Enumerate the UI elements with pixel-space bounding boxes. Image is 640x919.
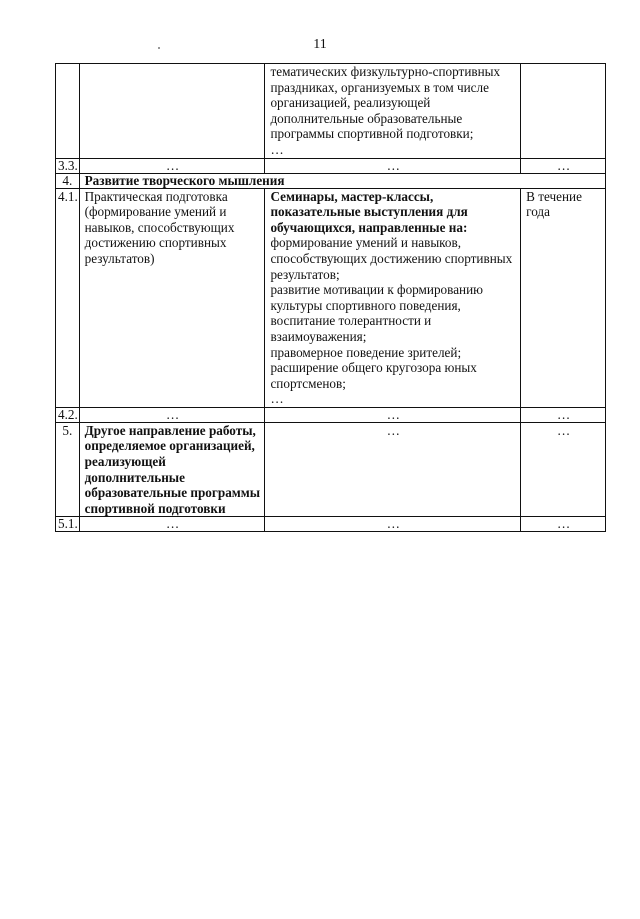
cell-activity: …	[265, 517, 521, 532]
table-row-3-3	[56, 158, 606, 173]
table-row-5	[56, 422, 606, 517]
activity-line: программы спортивной подготовки;	[270, 126, 474, 142]
activity-line: дополнительные образовательные	[270, 110, 463, 126]
section-title: Развитие творческого мышления	[79, 173, 605, 188]
cell-activity	[265, 64, 521, 159]
activity-line: расширение общего кругозора юных спортсменов;	[270, 360, 477, 391]
cell-content: …	[79, 158, 265, 173]
cell-num: 5.	[56, 422, 80, 517]
cell-num: 4.1.	[56, 188, 80, 407]
activity-heading: Семинары, мастер-классы, показательные выступления для обучающихся, направленные на:	[270, 188, 468, 235]
scan-speck	[158, 47, 160, 49]
cell-timing: …	[521, 158, 606, 173]
cell-num: 4.	[56, 173, 80, 188]
cell-timing: …	[521, 517, 606, 532]
cell-num: 4.2.	[56, 407, 80, 422]
activity-line: …	[270, 391, 284, 407]
table-row-4	[56, 173, 606, 188]
activity-line: развитие мотивации к формированию культуры спортивного поведения, воспитание толерантности и взаимоуважения;	[270, 282, 484, 344]
cell-timing: В течение года	[521, 188, 606, 407]
activity-line: правомерное поведение зрителей;	[270, 344, 462, 360]
cell-content: …	[79, 407, 265, 422]
table-row-4-2	[56, 407, 606, 422]
cell-timing: …	[521, 407, 606, 422]
cell-content: …	[79, 517, 265, 532]
cell-num	[56, 64, 80, 159]
activity-line: тематических физкультурно-спортивных	[270, 64, 501, 79]
cell-num: 3.3.	[56, 158, 80, 173]
table-row-5-1	[56, 517, 606, 532]
table-row-continuation	[56, 64, 606, 159]
section-title: Другое направление работы, определяемое организацией, реализующей дополнительные образовательные программы спортивной подготовки	[79, 422, 265, 517]
activity-line: праздниках, организуемых в том числе	[270, 79, 489, 95]
cell-activity: …	[265, 158, 521, 173]
activity-line: организацией, реализующей	[270, 95, 431, 111]
activity-line: формирование умений и навыков, способствующих достижению спортивных результатов;	[270, 235, 513, 282]
cell-timing	[521, 64, 606, 159]
cell-activity: …	[265, 422, 521, 517]
cell-timing: …	[521, 422, 606, 517]
cell-content: Практическая подготовка (формирование умений и навыков, способствующих достижению спортивных результатов)	[79, 188, 265, 407]
page-number: 11	[313, 37, 327, 52]
cell-content	[79, 64, 265, 159]
cell-activity: …	[265, 407, 521, 422]
cell-activity	[265, 188, 521, 407]
activity-line: …	[270, 141, 284, 157]
cell-num: 5.1.	[56, 517, 80, 532]
plan-table	[55, 63, 606, 532]
table-row-4-1	[56, 188, 606, 407]
